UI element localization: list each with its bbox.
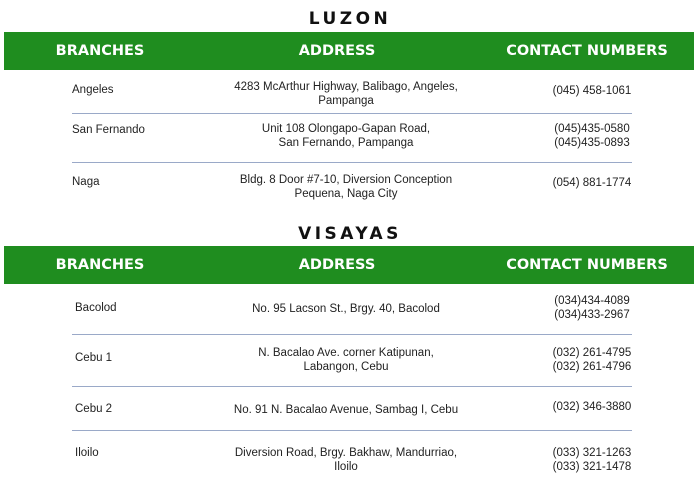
branch-contacts: (032) 261-4795 (032) 261-4796 xyxy=(552,347,632,373)
branches-header: BRANCHES xyxy=(55,43,145,59)
branch-name: San Fernando xyxy=(72,124,145,136)
branch-name: Cebu 2 xyxy=(75,403,113,415)
branch-name: Angeles xyxy=(72,84,114,96)
contact-numbers-header: CONTACT NUMBERS xyxy=(506,43,668,59)
branches-header: BRANCHES xyxy=(55,257,145,273)
branch-address: N. Bacalao Ave. corner Katipunan, Labangon, Cebu xyxy=(258,347,434,373)
luzon-table-header xyxy=(4,32,694,70)
branch-name: Bacolod xyxy=(75,302,117,314)
row-divider xyxy=(72,334,632,335)
visayas-title: VISAYAS xyxy=(298,224,402,244)
branch-contacts: (045)435-0580 (045)435-0893 xyxy=(554,123,630,149)
row-divider xyxy=(72,113,632,114)
branch-address: Diversion Road, Brgy. Bakhaw, Mandurriao, Iloilo xyxy=(234,447,458,473)
row-divider xyxy=(72,162,632,163)
visayas-table-header xyxy=(4,246,694,284)
branch-address: Bldg. 8 Door #7-10, Diversion Conception Pequena, Naga City xyxy=(239,174,453,200)
branch-contacts: (032) 346-3880 xyxy=(552,401,632,413)
branch-address: 4283 McArthur Highway, Balibago, Angeles, Pampanga xyxy=(234,81,458,107)
contact-numbers-header: CONTACT NUMBERS xyxy=(506,257,668,273)
row-divider xyxy=(72,430,632,431)
branch-contacts: (034)434-4089 (034)433-2967 xyxy=(554,295,630,321)
branch-name: Naga xyxy=(72,176,100,188)
branch-contacts: (054) 881-1774 xyxy=(552,177,632,189)
branch-contacts: (033) 321-1263 (033) 321-1478 xyxy=(552,447,632,473)
address-header: ADDRESS xyxy=(298,257,376,273)
branch-name: Cebu 1 xyxy=(75,352,113,364)
branch-address: No. 95 Lacson St., Brgy. 40, Bacolod xyxy=(252,303,440,315)
branch-contacts: (045) 458-1061 xyxy=(552,85,632,97)
row-divider xyxy=(72,386,632,387)
branch-address: Unit 108 Olongapo-Gapan Road, San Fernando, Pampanga xyxy=(261,123,431,149)
branch-name: Iloilo xyxy=(75,447,99,459)
address-header: ADDRESS xyxy=(298,43,376,59)
branch-address: No. 91 N. Bacalao Avenue, Sambag I, Cebu xyxy=(233,404,459,416)
luzon-title: LUZON xyxy=(308,9,392,29)
